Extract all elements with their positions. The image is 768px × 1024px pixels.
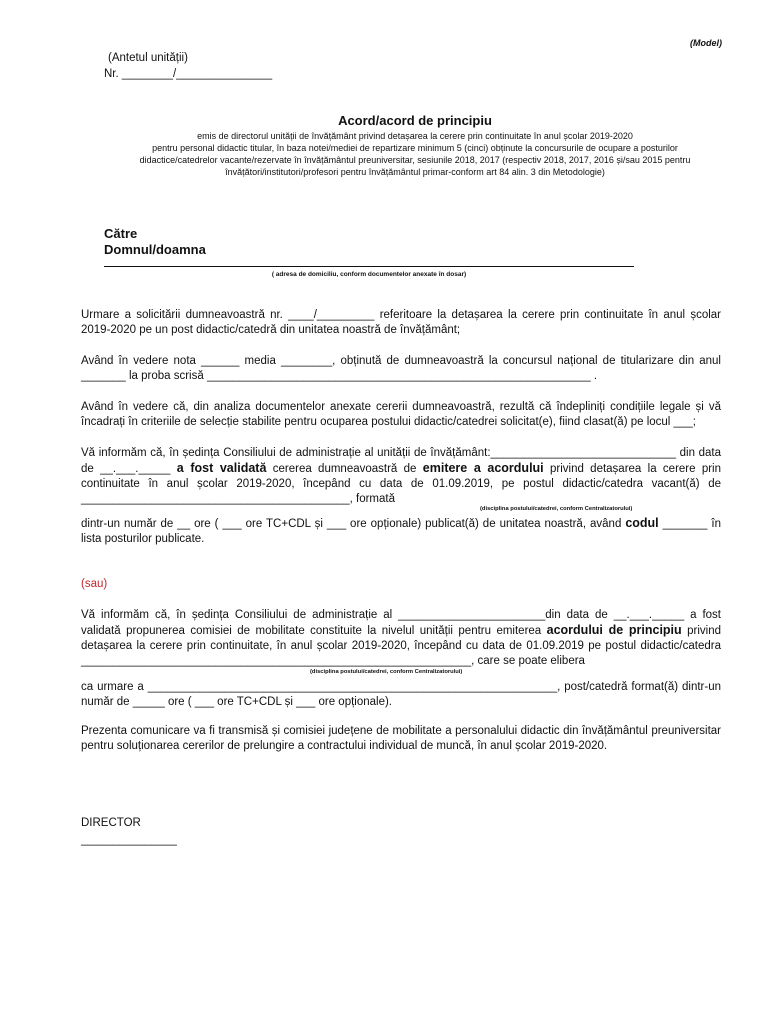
subtitle-line-1: emis de directorul unității de învățământ privind detașarea la cerere prin continuitate în anul școlar 2019-2020 (197, 131, 633, 141)
paragraph-hours (81, 516, 721, 547)
validation-bold-2: emitere a acordului (422, 461, 544, 475)
signature-line: _______________ (81, 834, 177, 846)
hours-text-a: dintr-un număr de __ ore ( ___ ore TC+CDL și ___ ore opționale) publicat(ă) de unitatea noastră, având (81, 518, 622, 530)
paragraph-release: ca urmare a ________________________________________________________________, post/catedră format(ă) dintr-un număr de _____ ore ( ___ ore TC+CDL și ___ ore opționale). (81, 681, 721, 708)
subtitle-line-2: pentru personal didactic titular, în baza notei/mediei de repartizare minimum 5 (cinci) obținute la concursurile de ocupare a posturilor (152, 143, 678, 153)
document-title: Acord/acord de principiu (338, 113, 492, 128)
subtitle-line-3: didactice/catedrelor vacante/rezervate în învățământul preuniversitar, sesiunile 2018, 2017 (respectiv 2018, 2017, 2016 și/sau 2015 pentru (139, 155, 691, 165)
paragraph-conditions: Având în vedere că, din analiza documentelor anexate cererii dumneavoastră, rezultă că îndepliniți condițiile legale și vă încadrați în criteriile de selecție stabilite pentru ocuparea postului didactic/catedrei solicitat(e), fiind clasat(ă) pe locul ___; (81, 401, 721, 428)
institution-header: (Antetul unității) (108, 52, 188, 64)
validation-text-a: Vă informăm că, în ședința Consiliului de administrație al unității de învățământ:_____________________________ din data de __.___._____ (81, 447, 721, 475)
validation-text-c: privind detașarea la cerere prin continuitate în anul școlar 2019-2020, începând cu data de 01.09.2019, pe postul didactic/catedra vacant(ă) de __________________________________________, formată (81, 463, 722, 505)
subtitle-line-4: învățători/institutori/profesori pentru învățământul primar-conform art 84 alin. 3 din Metodologie) (225, 167, 605, 177)
director-label: DIRECTOR (81, 817, 141, 829)
model-label: (Model) (690, 38, 722, 48)
principle-text-a: Vă informăm că, în ședința Consiliului de administrație al _______________________din data de __.___._____ a fost validată propunerea comisiei de mobilitate constituite la nivelul unității pentru emiterea (81, 609, 721, 637)
paragraph-principle (81, 608, 721, 669)
registration-number: Nr. ________/_______________ (104, 68, 273, 80)
discipline-note-2: (disciplina postului/catedrei, conform Centralizatorului) (310, 669, 463, 675)
hours-bold-code: codul (625, 516, 659, 530)
paragraph-request: Urmare a solicitării dumneavoastră nr. ____/_________ referitoare la detașarea la cerere prin continuitate în anul școlar 2019-2020 pe un post didactic/catedră din unitatea noastră de învățământ; (81, 309, 721, 336)
principle-text-b: privind detașarea la cerere prin continuitate, în anul școlar 2019-2020, începând cu data de 01.09.2019 pe postul didactic/catedra _____________________________________________________________, care se poate elibera (81, 625, 721, 667)
alternative-label: (sau) (81, 578, 108, 590)
title-block (95, 113, 735, 178)
validation-bold-1: a fost validată (176, 461, 267, 475)
paragraph-validation (81, 446, 721, 507)
paragraph-communication: Prezenta comunicare va fi transmisă și comisiei județene de mobilitate a personalului didactic din învățământul preuniversitar pentru soluționarea cererilor de prelungire a contractului individual de muncă, în anul școlar 2019-2020. (81, 725, 721, 752)
discipline-note-1: (disciplina postului/catedrei, conform Centralizatorului) (480, 506, 633, 512)
address-note: ( adresa de domiciliu, conform documentelor anexate în dosar) (271, 271, 467, 278)
address-line (104, 266, 634, 267)
validation-text-b: cererea dumneavoastră de (272, 463, 417, 475)
principle-bold: acordului de principiu (546, 623, 682, 637)
paragraph-grade: Având în vedere nota ______ media ________, obținută de dumneavoastră la concursul național de titularizare din anul _______ la proba scrisă ____________________________________________________________ . (81, 355, 721, 382)
recipient-to: Către (104, 226, 138, 241)
recipient-name-label: Domnul/doamna (104, 242, 206, 257)
hours-text-b: _______ în lista posturilor publicate. (81, 518, 721, 545)
